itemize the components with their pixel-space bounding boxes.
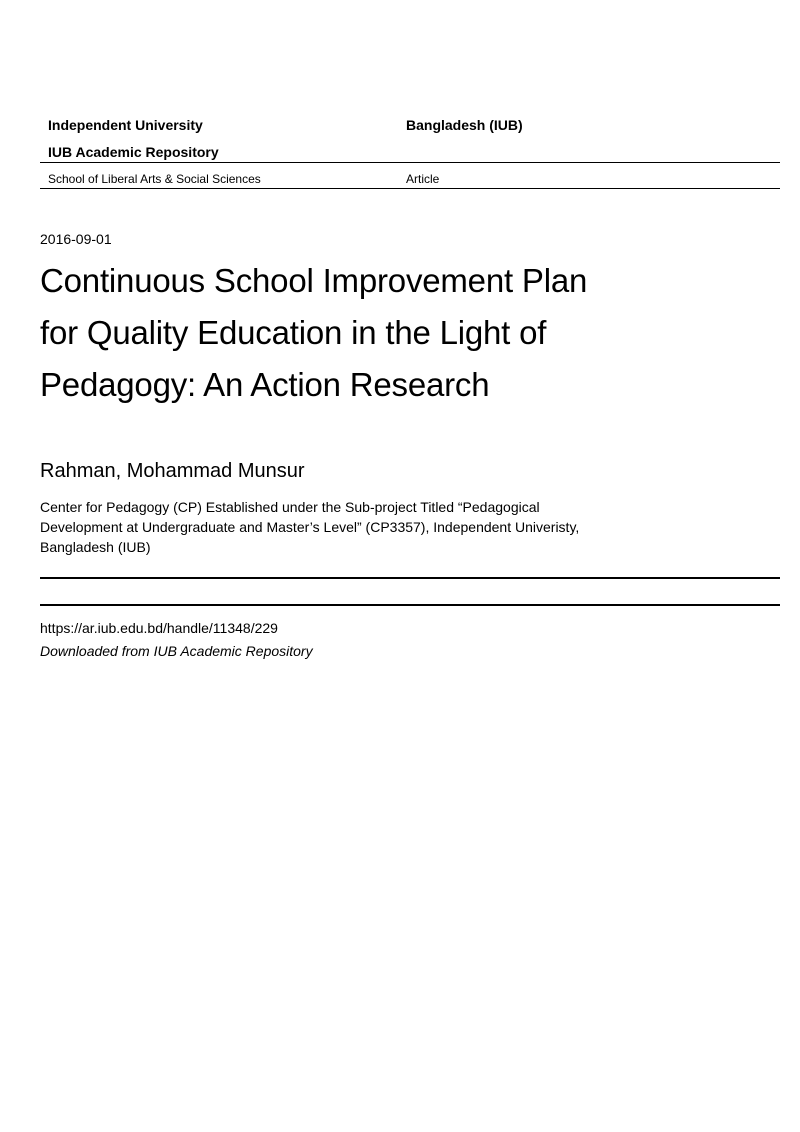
download-source: Downloaded from IUB Academic Repository	[40, 643, 313, 659]
author-affiliation	[40, 497, 680, 557]
affiliation-line: Bangladesh (IUB)	[40, 539, 151, 555]
header-divider-top	[40, 162, 780, 163]
handle-link[interactable]: https://ar.iub.edu.bd/handle/11348/229	[40, 620, 278, 636]
metadata-divider-bottom	[40, 604, 780, 606]
repository-name: IUB Academic Repository	[48, 144, 219, 160]
header-divider-bottom	[40, 188, 780, 189]
publication-date: 2016-09-01	[40, 231, 112, 247]
school-name: School of Liberal Arts & Social Sciences	[48, 172, 261, 186]
institution-country: Bangladesh (IUB)	[406, 117, 523, 133]
title-line: for Quality Education in the Light of	[40, 314, 547, 351]
item-type: Article	[406, 172, 440, 186]
affiliation-line: Development at Undergraduate and Master’s Level” (CP3357), Independent Univeristy,	[40, 519, 580, 535]
institution-name: Independent University	[48, 117, 203, 133]
title-line: Continuous School Improvement Plan	[40, 262, 588, 299]
author-name: Rahman, Mohammad Munsur	[40, 460, 305, 482]
metadata-divider-top	[40, 577, 780, 579]
affiliation-line: Center for Pedagogy (CP) Established under the Sub-project Titled “Pedagogical	[40, 499, 540, 515]
title-line: Pedagogy: An Action Research	[40, 366, 490, 403]
